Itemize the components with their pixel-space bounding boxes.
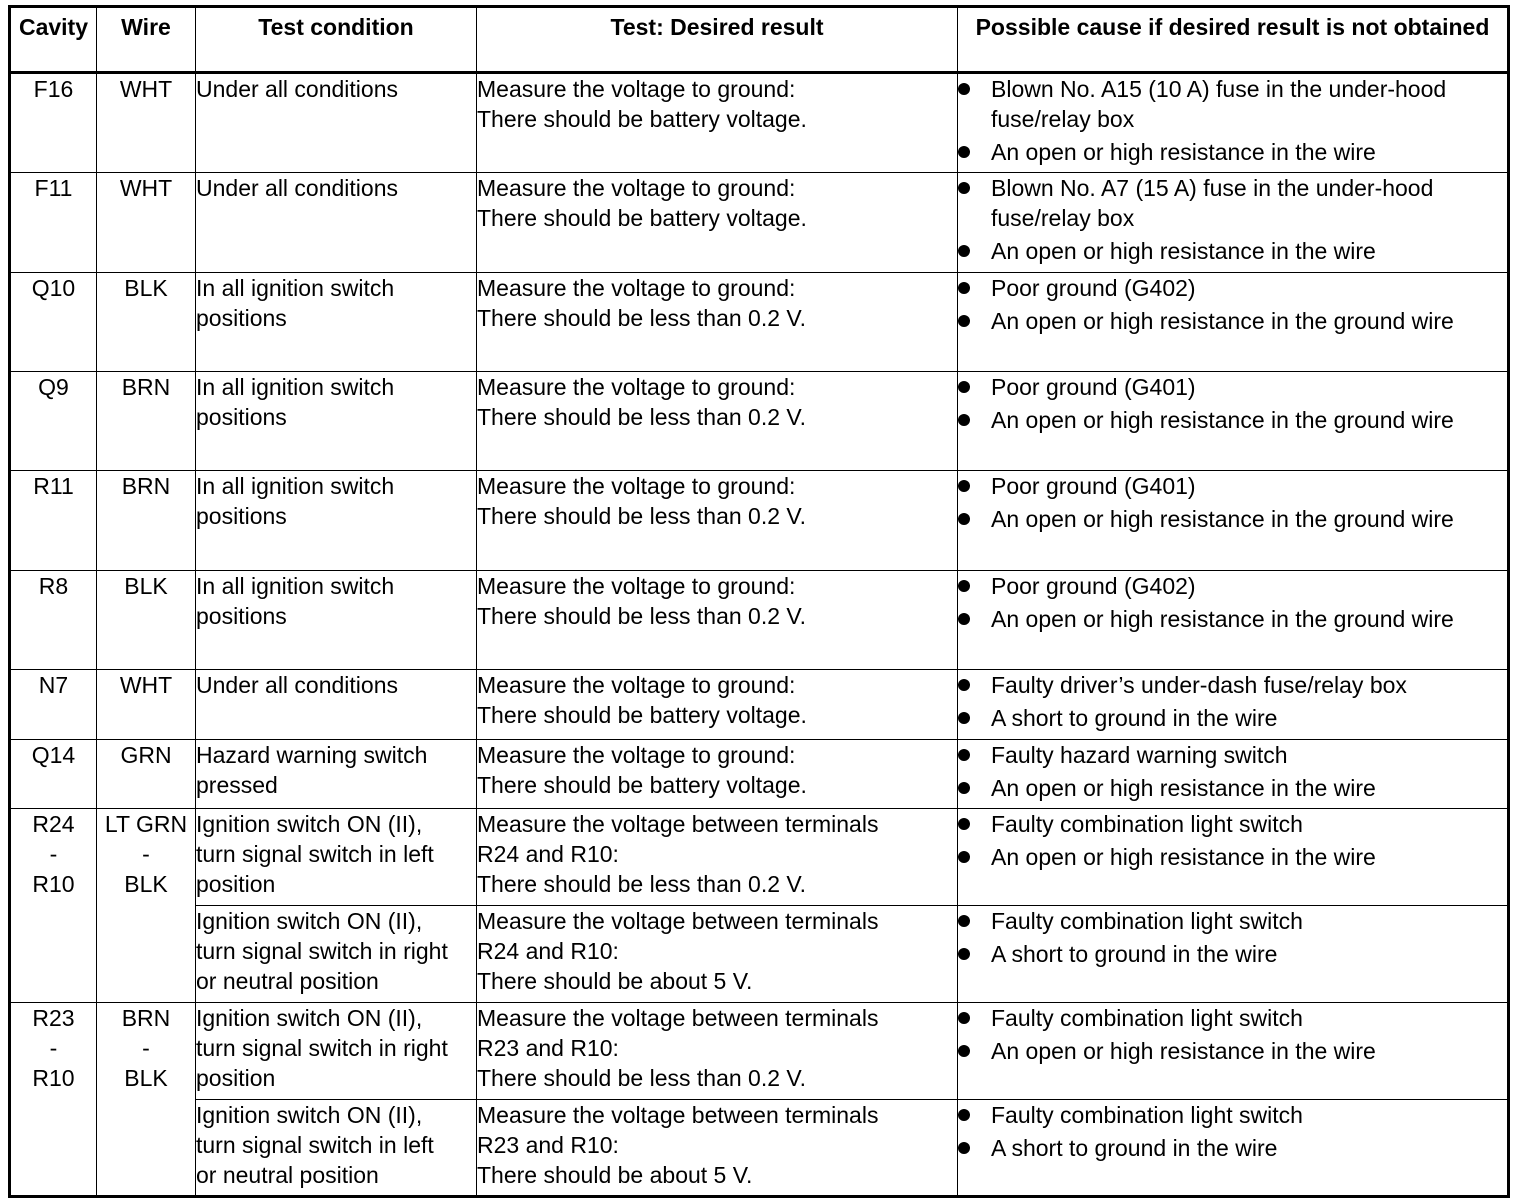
cavity-cell [10,173,97,273]
cause-item: Poor ground (G401) [958,471,1507,501]
table-row [10,372,1509,471]
test-condition-text: Under all conditions [196,76,399,102]
wire-color: - [142,1035,150,1061]
possible-cause-cell [958,740,1509,809]
wire-cell [97,173,196,273]
desired-result-text: R23 and R10: [477,1035,619,1061]
cavity-label: N7 [38,672,69,698]
desired-result-text: Measure the voltage between terminals [477,811,879,837]
cause-item: An open or high resistance in the wire [958,773,1507,803]
desired-result-text: Measure the voltage to ground: [477,275,796,301]
possible-cause-cell [958,809,1509,906]
test-condition-text: Ignition switch ON (II), [196,1005,423,1031]
test-condition-cell [196,372,477,471]
wire-color: LT GRN [104,811,188,837]
test-condition-text: In all ignition switch positions [196,573,395,629]
desired-result-text: Measure the voltage to ground: [477,672,796,698]
header-possible-cause: Possible cause if desired result is not obtained [958,7,1509,73]
desired-result-text: There should be about 5 V. [477,1162,753,1188]
wire-color: - [142,841,150,867]
possible-cause-cell [958,906,1509,1003]
test-condition-cell [196,273,477,372]
cause-list [958,571,1507,634]
cause-item: An open or high resistance in the wire [958,137,1507,167]
cavity-label: R10 [32,1065,75,1091]
header-row [10,7,1509,73]
table-row [10,73,1509,173]
cavity-cell [10,670,97,740]
cause-list [958,670,1507,733]
cause-item: Faulty combination light switch [958,906,1507,936]
wire-color: BRN [121,1005,171,1031]
possible-cause-cell [958,1100,1509,1197]
wire-color: WHT [119,672,173,698]
wire-cell [97,1003,196,1197]
wire-color: BLK [124,275,168,301]
table-row [10,173,1509,273]
desired-result-cell [477,1100,958,1197]
table-row [10,273,1509,372]
desired-result-cell [477,173,958,273]
cavity-cell [10,471,97,571]
cavity-label: R10 [32,871,75,897]
desired-result-cell [477,571,958,670]
cause-list [958,74,1507,167]
wire-cell [97,73,196,173]
test-condition-cell [196,906,477,1003]
cause-item: A short to ground in the wire [958,939,1507,969]
test-condition-text: position [196,1065,276,1091]
cause-list [958,173,1507,266]
wire-cell [97,273,196,372]
test-condition-text: or neutral position [196,968,379,994]
header-cavity: Cavity [10,7,97,73]
test-condition-text: Ignition switch ON (II), [196,1102,423,1128]
possible-cause-cell [958,471,1509,571]
desired-result-cell [477,73,958,173]
cause-item: An open or high resistance in the wire [958,842,1507,872]
cause-item: Faulty hazard warning switch [958,740,1507,770]
cavity-label: F16 [33,76,74,102]
cause-list [958,273,1507,336]
wire-color: GRN [120,742,172,768]
cause-list [958,740,1507,803]
cause-list [958,1003,1507,1066]
cause-item: A short to ground in the wire [958,703,1507,733]
test-condition-cell [196,1003,477,1100]
table-row [10,809,1509,906]
desired-result-text: There should be less than 0.2 V. [477,404,807,430]
cavity-cell [10,740,97,809]
cause-list [958,809,1507,872]
cause-item: An open or high resistance in the ground wire [958,405,1507,435]
possible-cause-cell [958,73,1509,173]
test-condition-text: Under all conditions [196,672,399,698]
cavity-label: - [49,841,58,867]
cause-item: Poor ground (G402) [958,571,1507,601]
table-row [10,571,1509,670]
wire-color: WHT [119,175,173,201]
cavity-cell [10,372,97,471]
desired-result-cell [477,906,958,1003]
desired-result-text: There should be less than 0.2 V. [477,603,807,629]
desired-result-cell [477,670,958,740]
wire-cell [97,670,196,740]
cause-item: Faulty combination light switch [958,809,1507,839]
desired-result-text: Measure the voltage to ground: [477,742,796,768]
test-condition-text: Ignition switch ON (II), [196,908,423,934]
table-body [10,73,1509,1197]
table-row [10,906,1509,1003]
test-condition-text: In all ignition switch positions [196,275,395,331]
cause-item: Faulty driver’s under-dash fuse/relay box [958,670,1507,700]
wire-cell [97,471,196,571]
cavity-label: R8 [38,573,69,599]
table-row [10,740,1509,809]
wire-color: BLK [124,573,168,599]
test-condition-text: turn signal switch in left [196,1132,434,1158]
cavity-label: R23 [32,1005,75,1031]
test-condition-text: position [196,871,276,897]
wire-color: WHT [119,76,173,102]
cause-list [958,372,1507,435]
desired-result-text: There should be battery voltage. [477,106,807,132]
desired-result-cell [477,740,958,809]
cause-item: Faulty combination light switch [958,1003,1507,1033]
test-condition-text: turn signal switch in left [196,841,434,867]
header-wire: Wire [97,7,196,73]
possible-cause-cell [958,173,1509,273]
test-condition-cell [196,471,477,571]
desired-result-text: There should be battery voltage. [477,772,807,798]
cavity-label: Q9 [38,374,69,400]
cause-item: An open or high resistance in the ground wire [958,504,1507,534]
table-row [10,1003,1509,1100]
cause-item: Poor ground (G402) [958,273,1507,303]
possible-cause-cell [958,670,1509,740]
wire-color: BLK [124,1065,168,1091]
desired-result-text: Measure the voltage to ground: [477,473,796,499]
table-row [10,670,1509,740]
desired-result-text: R23 and R10: [477,1132,619,1158]
header-test-condition: Test condition [196,7,477,73]
desired-result-text: Measure the voltage between terminals [477,908,879,934]
desired-result-cell [477,809,958,906]
desired-result-cell [477,1003,958,1100]
wire-color: BLK [124,871,168,897]
desired-result-text: There should be less than 0.2 V. [477,1065,807,1091]
desired-result-text: Measure the voltage between terminals [477,1102,879,1128]
test-condition-cell [196,1100,477,1197]
desired-result-text: Measure the voltage to ground: [477,175,796,201]
cause-item: A short to ground in the wire [958,1133,1507,1163]
test-condition-cell [196,73,477,173]
wire-cell [97,740,196,809]
test-condition-text: or neutral position [196,1162,379,1188]
cause-item: Blown No. A7 (15 A) fuse in the under-hood fuse/relay box [958,173,1507,233]
table-row [10,1100,1509,1197]
wire-color: BRN [121,374,171,400]
cavity-label: F11 [34,175,73,201]
desired-result-text: Measure the voltage to ground: [477,374,796,400]
test-condition-text: Under all conditions [196,175,399,201]
diagnostic-table [8,5,1510,1198]
desired-result-cell [477,372,958,471]
cavity-cell [10,571,97,670]
wire-cell [97,571,196,670]
cavity-label: R24 [32,811,75,837]
test-condition-text: Hazard warning switch pressed [196,742,428,798]
test-condition-cell [196,670,477,740]
cavity-label: R11 [33,473,74,499]
cause-item: Poor ground (G401) [958,372,1507,402]
test-condition-text: In all ignition switch positions [196,374,395,430]
test-condition-cell [196,740,477,809]
cavity-label: Q14 [31,742,76,768]
wire-color: BRN [121,473,171,499]
desired-result-text: There should be battery voltage. [477,205,807,231]
test-condition-text: In all ignition switch positions [196,473,395,529]
test-condition-text: turn signal switch in right [196,1035,448,1061]
cause-item: Faulty combination light switch [958,1100,1507,1130]
desired-result-cell [477,273,958,372]
desired-result-text: Measure the voltage to ground: [477,76,796,102]
desired-result-text: R24 and R10: [477,841,619,867]
possible-cause-cell [958,273,1509,372]
cavity-cell [10,273,97,372]
cause-list [958,1100,1507,1163]
desired-result-text: There should be battery voltage. [477,702,807,728]
cavity-label: - [49,1035,58,1061]
table-row [10,471,1509,571]
cavity-cell [10,73,97,173]
possible-cause-cell [958,372,1509,471]
desired-result-text: Measure the voltage to ground: [477,573,796,599]
test-condition-cell [196,571,477,670]
wire-cell [97,372,196,471]
desired-result-text: There should be less than 0.2 V. [477,871,807,897]
cause-item: An open or high resistance in the ground wire [958,306,1507,336]
cavity-cell [10,1003,97,1197]
test-condition-cell [196,173,477,273]
wire-cell [97,809,196,1003]
cause-item: An open or high resistance in the ground wire [958,604,1507,634]
desired-result-text: Measure the voltage between terminals [477,1005,879,1031]
cause-item: An open or high resistance in the wire [958,1036,1507,1066]
test-condition-text: Ignition switch ON (II), [196,811,423,837]
cavity-label: Q10 [31,275,76,301]
possible-cause-cell [958,1003,1509,1100]
test-condition-cell [196,809,477,906]
desired-result-text: There should be less than 0.2 V. [477,503,807,529]
cavity-cell [10,809,97,1003]
desired-result-text: R24 and R10: [477,938,619,964]
possible-cause-cell [958,571,1509,670]
header-desired-result: Test: Desired result [477,7,958,73]
desired-result-text: There should be less than 0.2 V. [477,305,807,331]
cause-item: Blown No. A15 (10 A) fuse in the under-hood fuse/relay box [958,74,1507,134]
cause-list [958,906,1507,969]
cause-item: An open or high resistance in the wire [958,236,1507,266]
test-condition-text: turn signal switch in right [196,938,448,964]
desired-result-text: There should be about 5 V. [477,968,753,994]
cause-list [958,471,1507,534]
desired-result-cell [477,471,958,571]
